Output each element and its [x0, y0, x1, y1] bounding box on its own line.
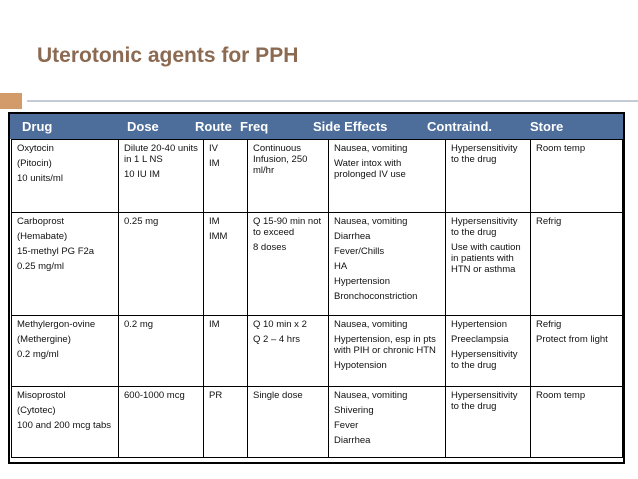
cell-line: Q 10 min x 2: [253, 319, 307, 330]
cell-line: IM: [209, 319, 220, 330]
cell-line: Room temp: [536, 390, 586, 401]
cell-line: Continuous Infusion, 250 ml/hr: [253, 143, 308, 176]
cell-line: Refrig: [536, 319, 562, 330]
cell-line: 10 IU IM: [124, 169, 160, 180]
cell-line: Methylergon-ovine: [17, 319, 96, 330]
cell-line: Hypersensitivity to the drug: [451, 390, 518, 412]
cell-line: Hypersensitivity to the drug: [451, 349, 518, 371]
cell-line: IM: [209, 158, 220, 169]
cell-line: (Hemabate): [17, 231, 68, 242]
cell-line: Dilute 20-40 units in 1 L NS: [124, 143, 198, 165]
cell-line: Nausea, vomiting: [334, 143, 408, 154]
cell-line: 600-1000 mcg: [124, 390, 185, 401]
cell-line: Carboprost: [17, 216, 64, 227]
cell-line: Hypertension, esp in pts with PIH or chronic HTN: [334, 334, 436, 356]
cell-line: Misoprostol: [17, 390, 66, 401]
cell-line: Shivering: [334, 405, 374, 416]
cell-line: 0.25 mg: [124, 216, 159, 227]
accent-block: [0, 93, 22, 109]
cell-line: Nausea, vomiting: [334, 390, 408, 401]
cell-line: (Cytotec): [17, 405, 56, 416]
header-freq: Freq: [240, 119, 269, 134]
cell-line: IV: [209, 143, 218, 154]
cell-line: 0.2 mg/ml: [17, 349, 59, 360]
cell-line: Hypertension: [451, 319, 507, 330]
cell-line: Protect from light: [536, 334, 608, 345]
cell-line: IMM: [209, 231, 228, 242]
cell-line: Preeclampsia: [451, 334, 509, 345]
header-contraind: Contraind.: [427, 119, 492, 134]
header-dose: Dose: [127, 119, 159, 134]
cell-line: Q 15-90 min not to exceed: [253, 216, 322, 238]
cell-line: Fever/Chills: [334, 246, 385, 257]
cell-line: 100 and 200 mcg tabs: [17, 420, 112, 431]
cell-line: IM: [209, 216, 220, 227]
header-side-effects: Side Effects: [313, 119, 388, 134]
cell-line: 8 doses: [253, 242, 287, 253]
cell-line: (Methergine): [17, 334, 71, 345]
cell-line: Nausea, vomiting: [334, 319, 408, 330]
cell-line: Diarrhea: [334, 435, 371, 446]
cell-line: 15-methyl PG F2a: [17, 246, 95, 257]
cell-line: 0.2 mg: [124, 319, 154, 330]
cell-line: Nausea, vomiting: [334, 216, 408, 227]
cell-line: Hypotension: [334, 360, 387, 371]
cell-line: Hypersensitivity to the drug: [451, 143, 518, 165]
cell-line: Refrig: [536, 216, 562, 227]
cell-line: Hypertension: [334, 276, 390, 287]
cell-line: Single dose: [253, 390, 303, 401]
cell-line: (Pitocin): [17, 158, 52, 169]
cell-line: Water intox with prolonged IV use: [334, 158, 406, 180]
cell-line: Use with caution in patients with HTN or asthma: [451, 242, 521, 275]
cell-line: Hypersensitivity to the drug: [451, 216, 518, 238]
cell-line: Oxytocin: [17, 143, 54, 154]
cell-line: Room temp: [536, 143, 586, 154]
cell-line: 0.25 mg/ml: [17, 261, 64, 272]
table-frame: [8, 112, 625, 464]
cell-line: PR: [209, 390, 223, 401]
cell-line: Diarrhea: [334, 231, 371, 242]
cell-line: Bronchoconstriction: [334, 291, 418, 302]
header-route: Route: [195, 119, 232, 134]
cell-line: Q 2 – 4 hrs: [253, 334, 300, 345]
cell-line: 10 units/ml: [17, 173, 63, 184]
header-drug: Drug: [22, 119, 53, 134]
cell-line: HA: [334, 261, 348, 272]
slide-title: Uterotonic agents for PPH: [37, 44, 299, 67]
cell-line: Fever: [334, 420, 359, 431]
accent-divider: [27, 100, 638, 102]
header-store: Store: [530, 119, 564, 134]
